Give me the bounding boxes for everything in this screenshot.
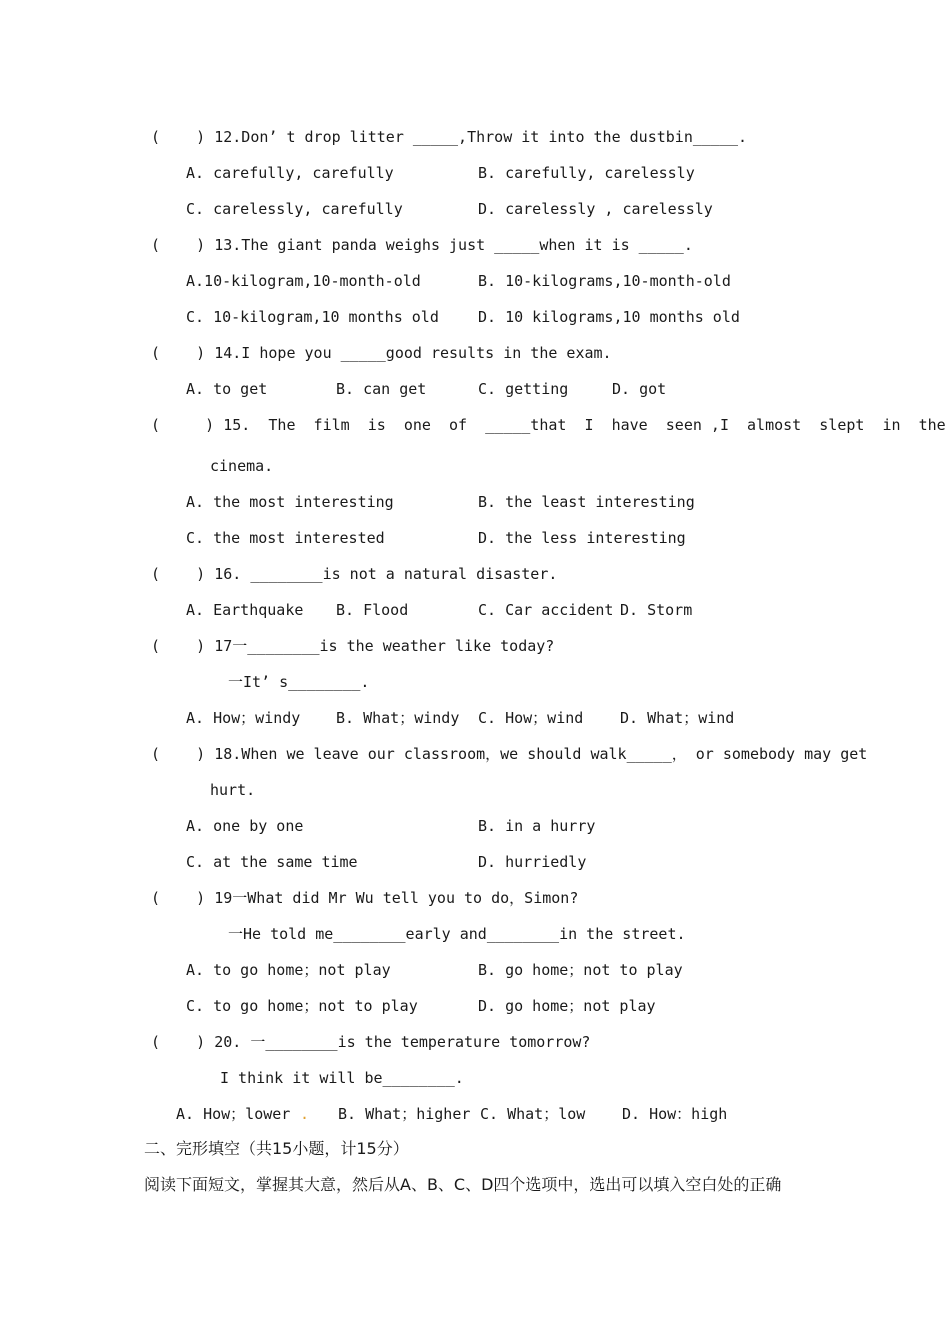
question-18-stem: ( ) 18.When we leave our classroom，we should walk_____， or somebody may get [151,745,868,763]
question-14-option-a: A. to get [186,380,268,398]
question-17-option-c: C. How；wind [478,709,584,727]
question-13-option-d: D. 10 kilograms,10 months old [478,308,740,326]
question-15-option-c: C. the most interested [186,529,385,547]
question-15-option-a: A. the most interesting [186,493,394,511]
question-17-option-d: D. What；wind [620,709,735,727]
question-19-option-c: C. to go home；not to play [186,997,418,1015]
question-14-option-b: B. can get [336,380,427,398]
question-15-option-b: B. the least interesting [478,493,695,511]
question-14-option-c: C. getting [478,380,569,398]
question-20-stem: ( ) 20. 一________is the temperature tomorrow? [151,1033,591,1051]
question-17-option-a: A. How；windy [186,709,301,727]
question-20-option-a: A. How；lower [176,1105,291,1123]
question-18-stem-continued: hurt. [210,781,256,799]
question-15-stem-continued: cinema. [210,457,274,475]
question-18-option-a: A. one by one [186,817,304,835]
question-20-option-c: C. What；low [480,1105,586,1123]
question-19-option-d: D. go home；not play [478,997,656,1015]
question-15-option-d: D. the less interesting [478,529,686,547]
question-18-option-b: B. in a hurry [478,817,596,835]
question-16-option-d: D. Storm [620,601,693,619]
question-14-option-d: D. got [612,380,667,398]
question-19-stem: ( ) 19一What did Mr Wu tell you to do，Simon? [151,889,579,907]
question-16-option-a: A. Earthquake [186,601,304,619]
question-16-stem: ( ) 16. ________is not a natural disaster. [151,565,558,583]
question-18-option-c: C. at the same time [186,853,358,871]
question-12-option-c: C. carelessly, carefully [186,200,403,218]
stray-dot-mark: . [300,1105,310,1123]
question-20-reply: I think it will be________. [220,1069,464,1087]
section-2-heading: 二、完形填空（共15小题，计15分） [144,1139,409,1158]
question-15-stem: ( ) 15. The film is one of _____that I have seen ,I almost slept in the [151,416,946,434]
question-18-option-d: D. hurriedly [478,853,587,871]
question-19-option-b: B. go home；not to play [478,961,683,979]
question-13-stem: ( ) 13.The giant panda weighs just _____when it is _____. [151,236,693,254]
question-12-stem: ( ) 12.Don’ t drop litter _____,Throw it into the dustbin_____. [151,128,748,146]
question-17-reply: 一It’ s________. [228,673,370,691]
question-20-option-b: B. What；higher [338,1105,471,1123]
question-20-option-d: D. How：high [622,1105,728,1123]
question-19-reply: 一He told me________early and________in the street. [228,925,686,943]
question-13-option-c: C. 10-kilogram,10 months old [186,308,439,326]
question-16-option-c: C. Car accident [478,601,614,619]
question-17-option-b: B. What；windy [336,709,460,727]
question-19-option-a: A. to go home；not play [186,961,391,979]
question-12-option-d: D. carelessly , carelessly [478,200,713,218]
question-13-option-b: B. 10-kilograms,10-month-old [478,272,731,290]
question-12-option-b: B. carefully, carelessly [478,164,695,182]
question-12-option-a: A. carefully, carefully [186,164,394,182]
question-16-option-b: B. Flood [336,601,409,619]
section-2-instruction: 阅读下面短文，掌握其大意，然后从A、B、C、D四个选项中，选出可以填入空白处的正确 [144,1175,782,1194]
question-13-option-a: A.10-kilogram,10-month-old [186,272,421,290]
question-17-stem: ( ) 17一________is the weather like today? [151,637,555,655]
question-14-stem: ( ) 14.I hope you _____good results in the exam. [151,344,612,362]
